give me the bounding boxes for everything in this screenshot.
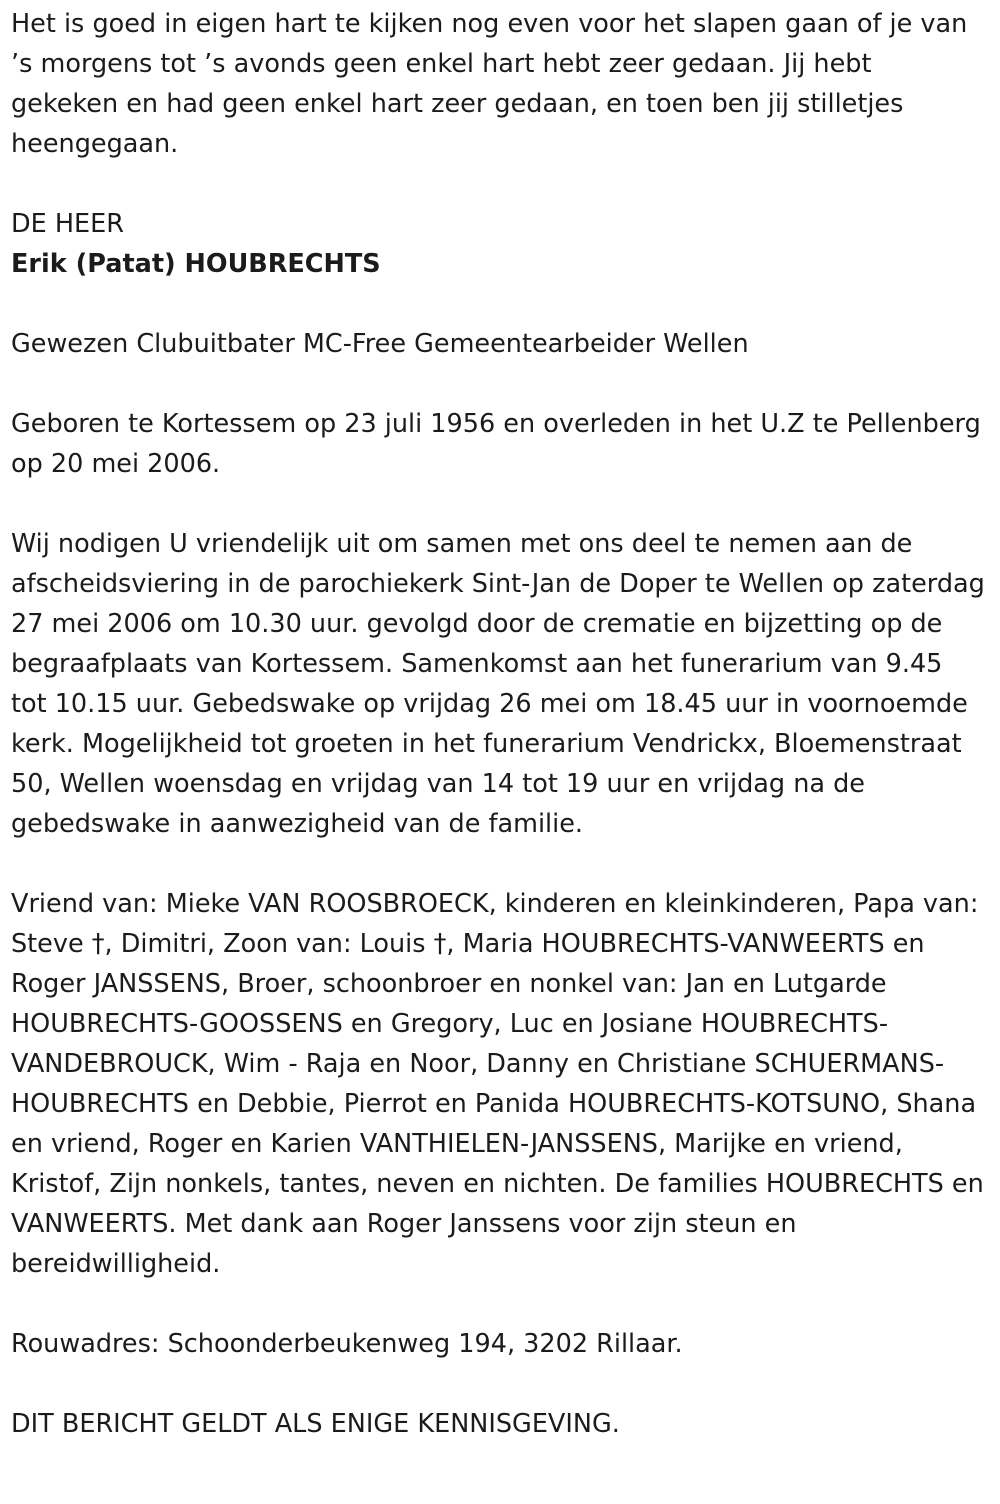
honorific: DE HEER: [11, 209, 124, 239]
ceremony-details: Wij nodigen U vriendelijk uit om samen met ons deel te nemen aan de afscheidsviering in de parochiekerk Sint-Jan de Doper te Wellen op zaterdag 27 mei 2006 om 10.30 uur. gevolgd door de crematie en bijzetting op de begraafplaats van Kortessem. Samenkomst aan het funerarium van 9.45 tot 10.15 uur. Gebedswake op vrijdag 26 mei om 18.45 uur in voornoemde kerk. Mogelijkheid tot groeten in het funerarium Vendrickx, Bloemenstraat 50, Wellen woensdag en vrijdag van 14 tot 19 uur en vrijdag na de gebedswake in aanwezigheid van de familie.: [11, 529, 985, 839]
closing-notice: DIT BERICHT GELDT ALS ENIGE KENNISGEVING.: [11, 1409, 620, 1439]
spacer: [11, 1364, 986, 1404]
intro-poem: Het is goed in eigen hart te kijken nog even voor het slapen gaan of je van ’s morgens tot ’s avonds geen enkel hart hebt zeer gedaan. Jij hebt gekeken en had geen enkel hart zeer gedaan, en toen ben jij stilletjes heengegaan.: [11, 9, 968, 159]
mourning-address: Rouwadres: Schoonderbeukenweg 194, 3202 Rillaar.: [11, 1329, 683, 1359]
spacer: [11, 164, 986, 204]
spacer: [11, 844, 986, 884]
birth-death-info: Geboren te Kortessem op 23 juli 1956 en overleden in het U.Z te Pellenberg op 20 mei 2006.: [11, 409, 981, 479]
deceased-name: Erik (Patat) HOUBRECHTS: [11, 249, 381, 279]
occupation: Gewezen Clubuitbater MC-Free Gemeentearbeider Wellen: [11, 329, 749, 359]
family-list: Vriend van: Mieke VAN ROOSBROECK, kinderen en kleinkinderen, Papa van: Steve †, Dimitri, Zoon van: Louis †, Maria HOUBRECHTS-VANWEERTS en Roger JANSSENS, Broer, schoonbroer en nonkel van: Jan en Lutgarde HOUBRECHTS-GOOSSENS en Gregory, Luc en Josiane HOUBRECHTS-VANDEBROUCK, Wim - Raja en Noor, Danny en Christiane SCHUERMANS-HOUBRECHTS en Debbie, Pierrot en Panida HOUBRECHTS-KOTSUNO, Shana en vriend, Roger en Karien VANTHIELEN-JANSSENS, Marijke en vriend, Kristof, Zijn nonkels, tantes, neven en nichten. De families HOUBRECHTS en VANWEERTS. Met dank aan Roger Janssens voor zijn steun en bereidwilligheid.: [11, 889, 984, 1279]
spacer: [11, 484, 986, 524]
spacer: [11, 284, 986, 324]
spacer: [11, 364, 986, 404]
obituary-document: [11, 4, 986, 1444]
spacer: [11, 1284, 986, 1324]
